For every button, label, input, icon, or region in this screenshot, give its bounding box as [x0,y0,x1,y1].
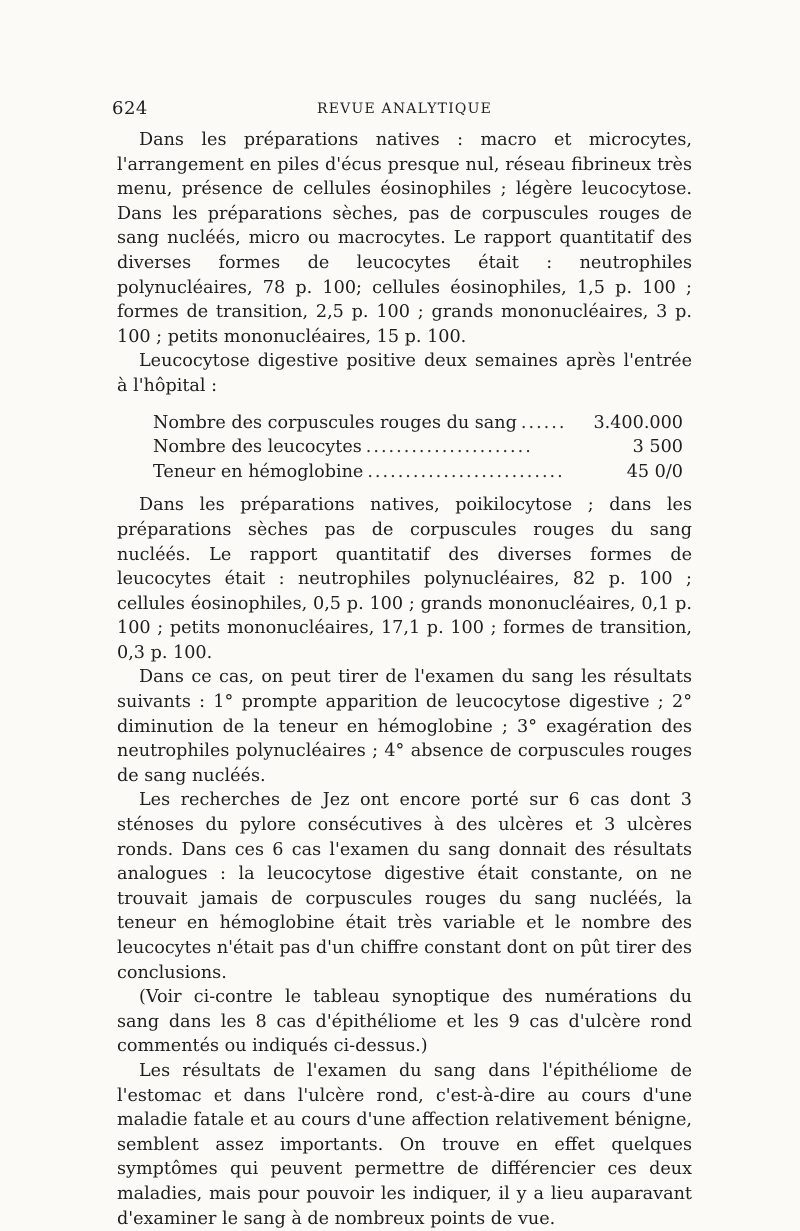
row-label: Nombre des corpuscules rouges du sang [153,412,517,433]
paragraph: (Voir ci-contre le tableau synoptique des numérations du sang dans les 8 cas d'épithéliome et les 9 cas d'ulcère rond commentés ou indiqués ci-dessus.) [117,987,692,1057]
table-row [153,435,683,460]
leader-dots: ...... [520,412,567,433]
paragraph: Dans les préparations natives : macro et microcytes, l'arrangement en piles d'écus presque nul, réseau fibrineux très menu, présence de cellules éosinophiles ; légère leucocytose. Dans les préparations sèches, pas de corpuscules rouges de sang nucléés, micro ou macrocytes. Le rapport quantitatif des diverses formes de leucocytes était : neutrophiles polynucléaires, 78 p. 100; cellules éosinophiles, 1,5 p. 100 ; formes de transition, 2,5 p. 100 ; grands mononucléaires, 3 p. 100 ; petits mononucléaires, 15 p. 100. [117,130,692,347]
article-body [117,128,692,1231]
row-label: Nombre des leucocytes [153,437,362,458]
table-row [153,411,683,436]
paragraph: Dans ce cas, on peut tirer de l'examen du sang les résultats suivants : 1° prompte apparition de leucocytose digestive ; 2° diminution de la teneur en hémoglobine ; 3° exagération des neutrophiles polynucléaires ; 4° absence de corpuscules rouges de sang nucléés. [117,667,692,786]
table-row [153,460,683,485]
paragraph: Leucocytose digestive positive deux semaines après l'entrée à l'hôpital : [117,351,692,396]
row-label: Teneur en hémoglobine [153,461,364,482]
paragraph: Dans les préparations natives, poikilocytose ; dans les préparations sèches pas de corpuscules rouges du sang nucléés. Le rapport quantitatif des diverses formes de leucocytes était : neutrophiles polynucléaires, 82 p. 100 ; cellules éosinophiles, 0,5 p. 100 ; grands mononucléaires, 0,1 p. 100 ; petits mononucléaires, 17,1 p. 100 ; formes de transition, 0,3 p. 100. [117,495,692,663]
running-head: REVUE ANALYTIQUE [317,101,493,117]
row-value: 3.400.000 [593,412,683,433]
row-value: 45 0/0 [626,461,683,482]
page-header [112,98,687,124]
leader-dots: .......................... [367,461,565,482]
leader-dots: ...................... [365,437,533,458]
paragraph: Les recherches de Jez ont encore porté sur 6 cas dont 3 sténoses du pylore consécutives à des ulcères et 3 ulcères ronds. Dans ces 6 cas l'examen du sang donnait des résultats analogues : la leucocytose digestive était constante, on ne trouvait jamais de corpuscules rouges du sang nucléés, la teneur en hémoglobine était très variable et le nombre des leucocytes n'était pas d'un chiffre constant dont on pût tirer des conclusions. [117,790,692,983]
blood-count-table [153,411,683,485]
row-value: 3 500 [632,437,683,458]
paragraph: Les résultats de l'examen du sang dans l'épithéliome de l'estomac et dans l'ulcère rond, c'est-à-dire au cours d'une maladie fatale et au cours d'une affection relativement bénigne, semblent assez importants. On trouve en effet quelques symptômes qui peuvent permettre de différencier ces deux maladies, mais pour pouvoir les indiquer, il y a lieu auparavant d'examiner le sang à de nombreux points de vue. [117,1060,692,1229]
page-number: 624 [112,98,148,119]
